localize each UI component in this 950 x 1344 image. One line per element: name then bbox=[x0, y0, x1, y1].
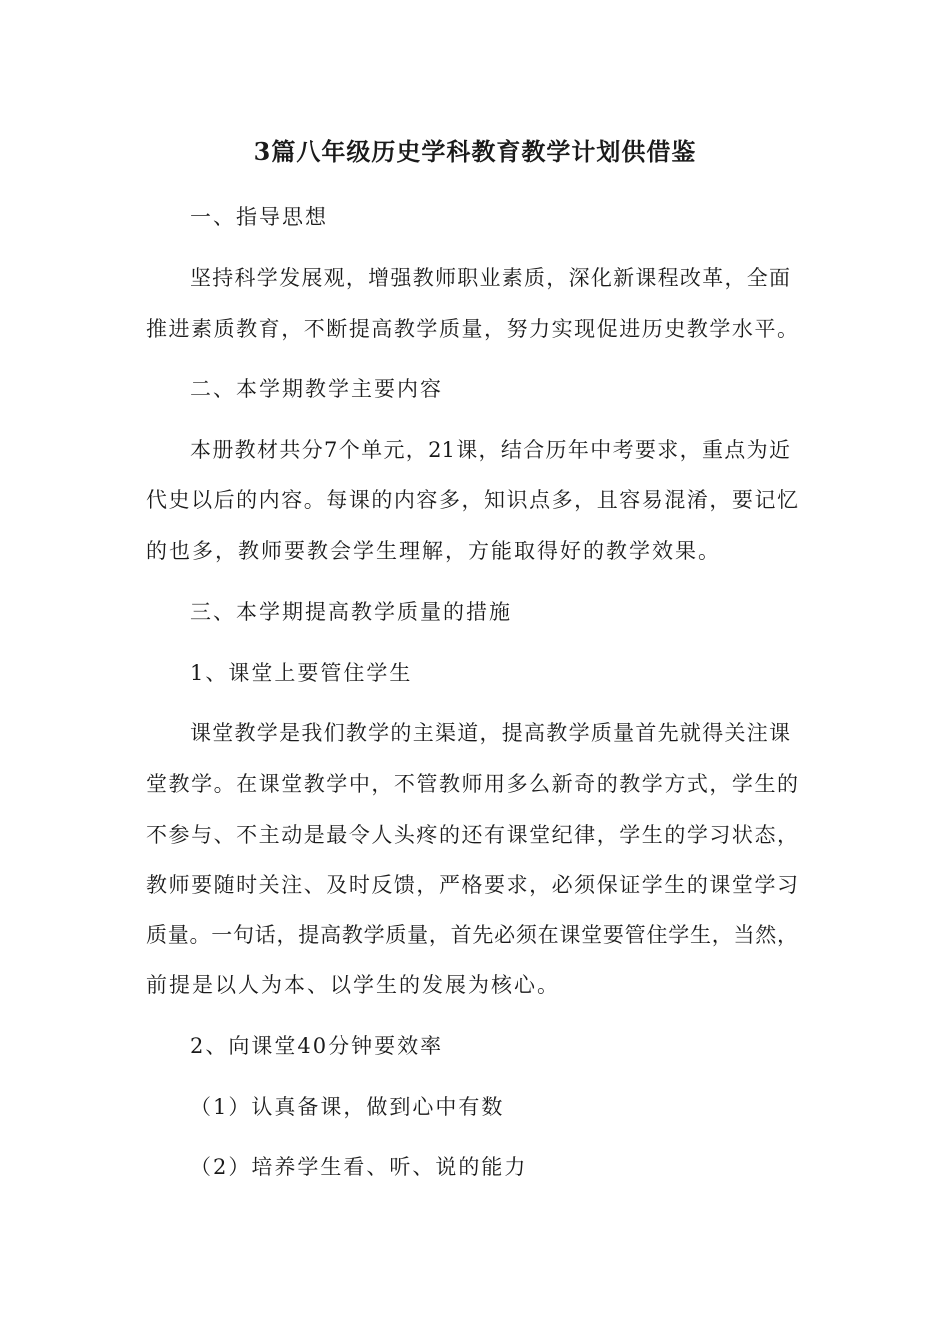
paragraph-line: 代史以后的内容。每课的内容多，知识点多，且容易混淆，要记忆 bbox=[146, 488, 798, 512]
paragraph-line: 推进素质教育，不断提高教学质量，努力实现促进历史教学水平。 bbox=[146, 317, 798, 341]
paragraph-line: 的也多，教师要教会学生理解，方能取得好的教学效果。 bbox=[146, 539, 721, 563]
paragraph-line: 教师要随时关注、及时反馈，严格要求，必须保证学生的课堂学习 bbox=[146, 873, 798, 897]
paragraph-line: 本册教材共分7个单元，21课，结合历年中考要求，重点为近 bbox=[190, 438, 790, 462]
list-item: （1）认真备课，做到心中有数 bbox=[190, 1095, 505, 1119]
list-item: （2）培养学生看、听、说的能力 bbox=[190, 1155, 528, 1179]
document-title: 3篇八年级历史学科教育教学计划供借鉴 bbox=[253, 137, 697, 166]
paragraph-line: 质量。一句话，提高教学质量，首先必须在课堂要管住学生，当然， bbox=[146, 923, 798, 947]
paragraph-line: 前提是以人为本、以学生的发展为核心。 bbox=[146, 973, 560, 997]
paragraph-line: 坚持科学发展观，增强教师职业素质，深化新课程改革，全面 bbox=[190, 266, 790, 290]
paragraph-line: 课堂教学是我们教学的主渠道，提高教学质量首先就得关注课 bbox=[190, 721, 790, 745]
paragraph-line: 不参与、不主动是最令人头疼的还有课堂纪律，学生的学习状态， bbox=[146, 823, 798, 847]
heading-measures: 三、本学期提高教学质量的措施 bbox=[190, 600, 512, 624]
heading-teaching-content: 二、本学期教学主要内容 bbox=[190, 377, 443, 401]
subheading-classroom-efficiency: 2、向课堂40分钟要效率 bbox=[190, 1034, 444, 1058]
paragraph-line: 堂教学。在课堂教学中，不管教师用多么新奇的教学方式，学生的 bbox=[146, 772, 798, 796]
heading-guiding-ideology: 一、指导思想 bbox=[190, 205, 328, 229]
subheading-manage-students: 1、课堂上要管住学生 bbox=[190, 661, 413, 685]
